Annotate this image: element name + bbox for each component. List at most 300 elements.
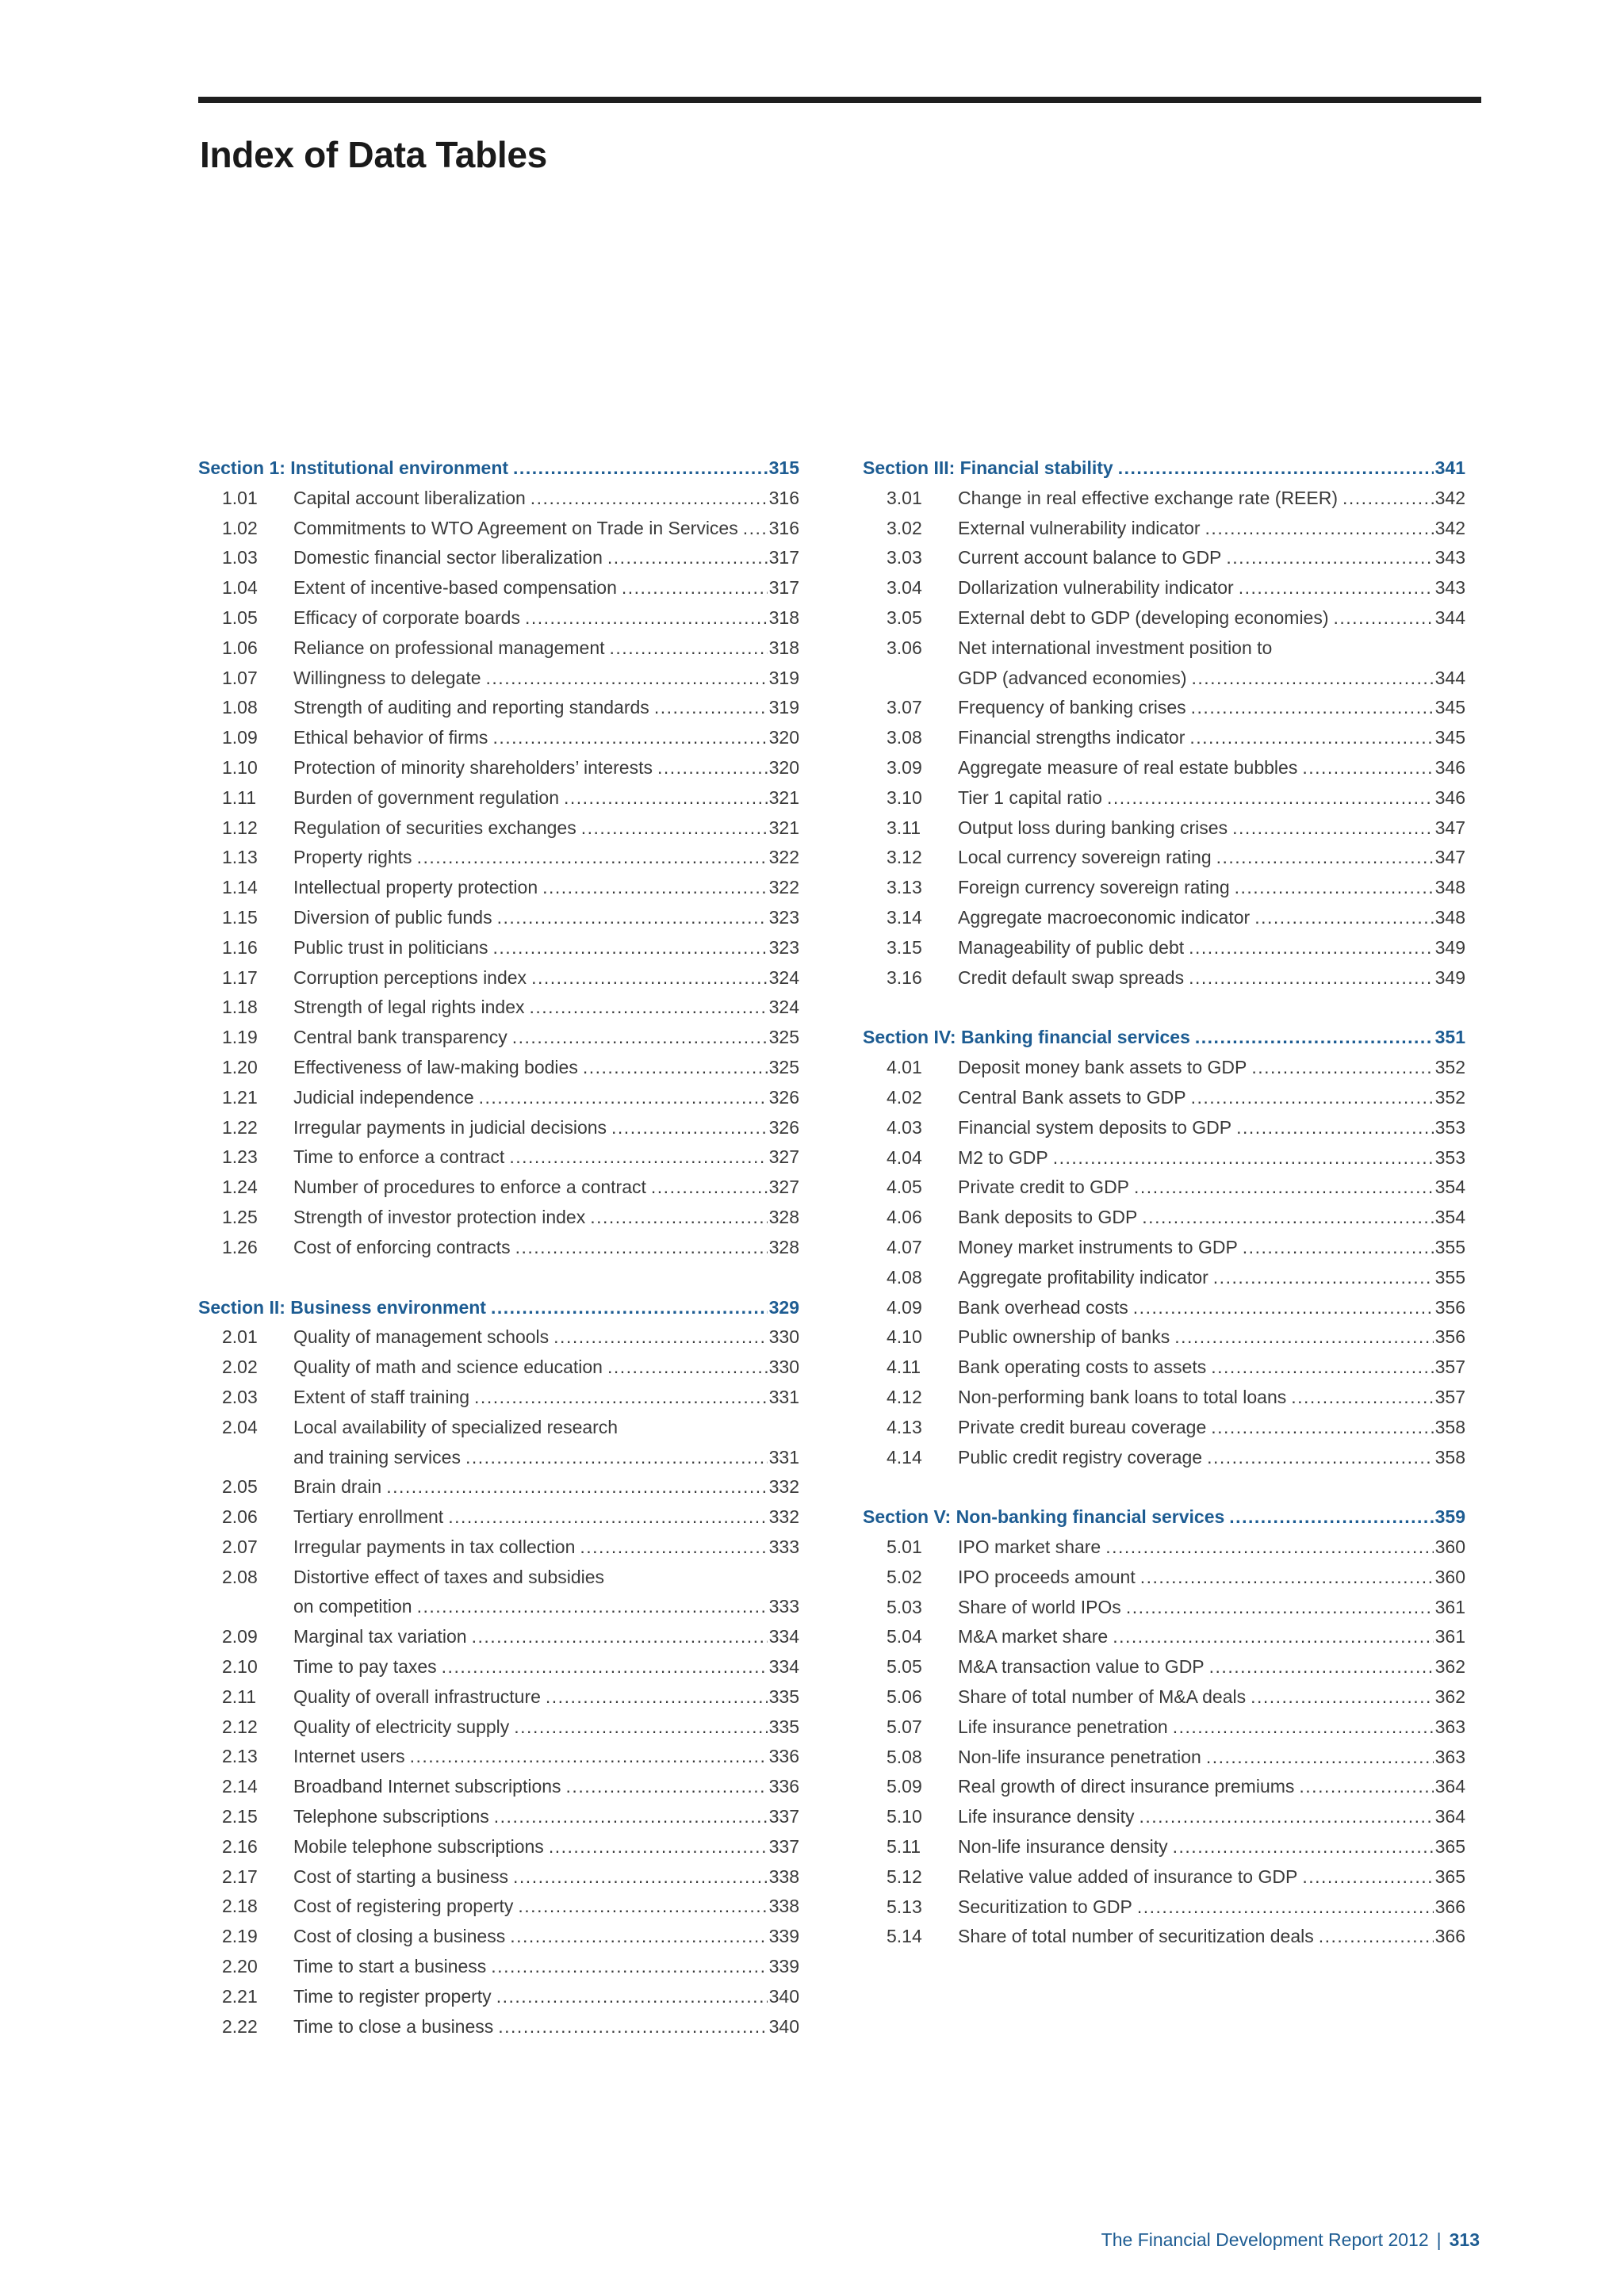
- dot-leader: [1232, 813, 1434, 844]
- table-page: 336: [768, 1746, 799, 1767]
- table-title: Public ownership of banks: [958, 1326, 1170, 1348]
- table-number: 1.18: [222, 997, 258, 1018]
- table-entry: [863, 1173, 1465, 1203]
- table-page: 344: [1434, 667, 1465, 688]
- table-entry: [863, 843, 1465, 873]
- dot-leader: [1105, 1533, 1433, 1563]
- table-page: 352: [1434, 1086, 1465, 1108]
- dot-leader: [1213, 1263, 1434, 1293]
- table-page: 361: [1434, 1626, 1465, 1647]
- table-entry: [863, 1892, 1465, 1923]
- table-page: 342: [1434, 517, 1465, 538]
- table-page: 365: [1434, 1836, 1465, 1858]
- dot-leader: [513, 1862, 768, 1892]
- table-number: 1.11: [222, 786, 257, 808]
- table-page: 361: [1434, 1596, 1465, 1617]
- table-title: Public trust in politicians: [293, 936, 488, 958]
- table-entry: [863, 1802, 1465, 1832]
- table-number: 2.12: [222, 1716, 258, 1737]
- table-entry: [863, 1053, 1465, 1083]
- dot-leader: [1207, 1443, 1434, 1473]
- section-heading: [198, 1293, 799, 1323]
- table-title: Property rights: [293, 847, 412, 868]
- table-entry: [198, 1053, 799, 1083]
- table-title: Cost of enforcing contracts: [293, 1236, 511, 1257]
- table-entry: [863, 1832, 1465, 1862]
- dot-leader: [479, 1083, 768, 1113]
- dot-leader: [448, 1502, 767, 1533]
- table-entry: [198, 1622, 799, 1652]
- dot-leader: [518, 1892, 767, 1922]
- table-entry: [863, 1862, 1465, 1892]
- dot-leader: [417, 1592, 768, 1622]
- table-number: 2.19: [222, 1926, 258, 1947]
- index-section: [198, 453, 799, 1263]
- table-number: 2.05: [222, 1476, 258, 1498]
- table-number: 1.24: [222, 1177, 258, 1198]
- table-entry: [198, 963, 799, 993]
- dot-leader: [651, 1173, 768, 1203]
- table-entry: [863, 1143, 1465, 1173]
- dot-leader: [611, 1113, 768, 1143]
- dot-leader: [1229, 1502, 1433, 1533]
- dot-leader: [442, 1652, 768, 1682]
- table-page: 366: [1434, 1926, 1465, 1947]
- dot-leader: [1134, 1173, 1434, 1203]
- dot-leader: [496, 1982, 768, 2012]
- table-number: 3.09: [887, 756, 922, 778]
- dot-leader: [1236, 1113, 1433, 1143]
- table-number: 3.13: [887, 877, 922, 898]
- table-entry: [198, 1023, 799, 1053]
- page-title: Index of Data Tables: [200, 134, 547, 175]
- table-entry: [198, 693, 799, 723]
- table-number: 2.03: [222, 1386, 258, 1407]
- table-number: 2.16: [222, 1835, 258, 1857]
- table-page: 348: [1434, 906, 1465, 928]
- table-title: Internet users: [293, 1746, 405, 1767]
- table-page: 364: [1434, 1806, 1465, 1827]
- table-page: 342: [1434, 487, 1465, 508]
- table-title: Commitments to WTO Agreement on Trade in Services: [293, 517, 738, 538]
- table-number: 2.13: [222, 1746, 258, 1767]
- table-title: Time to enforce a contract: [293, 1146, 505, 1168]
- dot-leader: [530, 993, 768, 1023]
- table-title: Domestic financial sector liberalization: [293, 547, 603, 568]
- table-number: 2.01: [222, 1326, 258, 1348]
- dot-leader: [566, 1772, 768, 1802]
- table-title: Judicial independence: [293, 1086, 474, 1108]
- dot-leader: [410, 1742, 768, 1772]
- table-number: 2.20: [222, 1956, 258, 1977]
- table-title: Change in real effective exchange rate (REER): [958, 487, 1339, 508]
- table-page: 346: [1434, 786, 1465, 808]
- dot-leader: [1299, 1772, 1433, 1802]
- table-number: 5.05: [887, 1656, 922, 1678]
- table-entry: [198, 813, 799, 844]
- table-entry: [198, 1353, 799, 1383]
- table-title: Time to start a business: [293, 1956, 487, 1977]
- dot-leader: [1107, 783, 1434, 813]
- table-number: 2.15: [222, 1806, 258, 1827]
- table-title: Non-life insurance penetration: [958, 1746, 1201, 1767]
- section-heading-title: Section V: Non-banking financial services: [863, 1506, 1225, 1528]
- dot-leader: [474, 1383, 768, 1413]
- table-page: 356: [1434, 1296, 1465, 1318]
- table-title: Aggregate profitability indicator: [958, 1266, 1208, 1288]
- table-entry: [198, 1233, 799, 1263]
- table-number: 5.12: [887, 1866, 922, 1887]
- table-title: Private credit bureau coverage: [958, 1416, 1207, 1437]
- dot-leader: [1209, 1652, 1434, 1682]
- table-page: 353: [1434, 1146, 1465, 1168]
- table-entry: [198, 993, 799, 1023]
- table-number: 3.07: [887, 697, 922, 718]
- table-title: Quality of math and science education: [293, 1357, 603, 1378]
- table-page: 335: [768, 1716, 799, 1737]
- table-number: 5.13: [887, 1896, 922, 1917]
- table-title: Non-life insurance density: [958, 1836, 1168, 1858]
- table-title: Public credit registry coverage: [958, 1446, 1203, 1468]
- table-page: 355: [1434, 1266, 1465, 1288]
- table-title: Brain drain: [293, 1476, 382, 1498]
- table-number: 4.06: [887, 1207, 922, 1228]
- dot-leader: [622, 573, 768, 603]
- table-entry: [863, 813, 1465, 844]
- dot-leader: [1173, 1832, 1434, 1862]
- table-title: Protection of minority shareholders’ interests: [293, 756, 653, 778]
- table-entry: [863, 903, 1465, 933]
- dot-leader: [1216, 843, 1434, 873]
- table-entry: [198, 633, 799, 664]
- table-title: Efficacy of corporate boards: [293, 607, 520, 628]
- section-heading: [198, 453, 799, 484]
- table-number: 4.04: [887, 1146, 922, 1168]
- dot-leader: [472, 1622, 768, 1652]
- table-title: Non-performing bank loans to total loans: [958, 1386, 1287, 1407]
- table-number: 1.05: [222, 607, 258, 628]
- table-number: 2.08: [222, 1566, 258, 1587]
- table-title: Aggregate measure of real estate bubbles: [958, 756, 1298, 778]
- table-title: Broadband Internet subscriptions: [293, 1776, 561, 1797]
- table-entry: [198, 1322, 799, 1353]
- table-number: 5.08: [887, 1746, 922, 1767]
- table-entry: [198, 1443, 799, 1473]
- table-page: 346: [1434, 756, 1465, 778]
- dot-leader: [1291, 1383, 1433, 1413]
- table-number: 5.04: [887, 1626, 922, 1647]
- table-page: 336: [768, 1776, 799, 1797]
- table-entry: [198, 573, 799, 603]
- table-page: 322: [768, 847, 799, 868]
- table-title: Quality of management schools: [293, 1326, 550, 1348]
- table-page: 334: [768, 1656, 799, 1678]
- table-entry: [863, 484, 1465, 514]
- dot-leader: [465, 1443, 768, 1473]
- table-number: 1.10: [222, 756, 258, 778]
- dot-leader: [1126, 1593, 1434, 1623]
- dot-leader: [1334, 603, 1434, 633]
- table-entry: [863, 723, 1465, 753]
- table-title: Strength of auditing and reporting standards: [293, 697, 649, 718]
- table-page: 339: [768, 1956, 799, 1977]
- table-entry: [863, 633, 1465, 664]
- table-number: 3.12: [887, 847, 922, 868]
- table-entry: [198, 1173, 799, 1203]
- table-number: 3.16: [887, 966, 922, 988]
- table-entry: [863, 1622, 1465, 1652]
- table-number: 1.21: [222, 1086, 258, 1108]
- table-number: 1.15: [222, 906, 258, 928]
- dot-leader: [590, 1203, 767, 1233]
- table-number: 3.01: [887, 487, 922, 508]
- dot-leader: [564, 783, 768, 813]
- table-page: 344: [1434, 607, 1465, 628]
- table-title: Cost of registering property: [293, 1896, 514, 1917]
- table-page: 349: [1434, 936, 1465, 958]
- table-title: Mobile telephone subscriptions: [293, 1835, 544, 1857]
- table-entry: [198, 1742, 799, 1772]
- table-page: 324: [768, 997, 799, 1018]
- table-number: 2.06: [222, 1506, 258, 1528]
- table-title: Output loss during banking crises: [958, 817, 1228, 838]
- dot-leader: [1118, 453, 1434, 484]
- dot-leader: [1302, 1862, 1433, 1892]
- table-title: Bank deposits to GDP: [958, 1207, 1138, 1228]
- table-number: 1.19: [222, 1027, 258, 1048]
- table-title: Central bank transparency: [293, 1027, 508, 1048]
- table-title: Current account balance to GDP: [958, 547, 1222, 568]
- dot-leader: [1226, 543, 1433, 573]
- table-page: 355: [1434, 1236, 1465, 1257]
- dot-leader: [743, 514, 768, 544]
- dot-leader: [1189, 963, 1434, 993]
- section-heading-title: Section III: Financial stability: [863, 457, 1113, 478]
- table-entry: [863, 664, 1465, 694]
- table-entry: [863, 1652, 1465, 1682]
- table-number: 2.02: [222, 1357, 258, 1378]
- table-entry: [863, 963, 1465, 993]
- table-entry: [198, 783, 799, 813]
- table-title: Cost of starting a business: [293, 1866, 509, 1887]
- table-number: 5.09: [887, 1776, 922, 1797]
- table-number: 3.04: [887, 577, 922, 599]
- table-title: Time to pay taxes: [293, 1656, 437, 1678]
- table-title: External vulnerability indicator: [958, 517, 1201, 538]
- table-title: Reliance on professional management: [293, 637, 605, 658]
- table-number: 4.02: [887, 1086, 922, 1108]
- table-page: 337: [768, 1835, 799, 1857]
- table-page: 363: [1434, 1716, 1465, 1737]
- table-entry: [198, 1862, 799, 1892]
- table-number: 5.11: [887, 1836, 921, 1858]
- table-page: 331: [768, 1446, 799, 1468]
- section-heading-page: 315: [768, 457, 799, 478]
- dot-leader: [512, 1023, 768, 1053]
- table-page: 326: [768, 1116, 799, 1138]
- table-entry: [863, 1083, 1465, 1113]
- dot-leader: [386, 1472, 767, 1502]
- table-page: 360: [1434, 1566, 1465, 1587]
- table-entry: [198, 1952, 799, 1982]
- table-title: Securitization to GDP: [958, 1896, 1132, 1917]
- table-page: 339: [768, 1926, 799, 1947]
- table-entry: [863, 1712, 1465, 1743]
- table-entry: [198, 1533, 799, 1563]
- dot-leader: [1174, 1322, 1433, 1353]
- table-page: 321: [768, 786, 799, 808]
- table-page: 348: [1434, 877, 1465, 898]
- table-number: 3.14: [887, 906, 922, 928]
- table-page: 321: [768, 817, 799, 838]
- dot-leader: [657, 753, 768, 783]
- table-entry: [863, 933, 1465, 963]
- table-page: 354: [1434, 1177, 1465, 1198]
- top-rule: [198, 97, 1481, 103]
- table-entry: [863, 1743, 1465, 1773]
- section-heading-title: Section II: Business environment: [198, 1296, 486, 1318]
- table-title: Share of total number of securitization deals: [958, 1926, 1314, 1947]
- table-entry: [863, 873, 1465, 903]
- table-page: 358: [1434, 1446, 1465, 1468]
- table-title: Manageability of public debt: [958, 936, 1185, 958]
- dot-leader: [1302, 753, 1433, 783]
- table-page: 332: [768, 1476, 799, 1498]
- table-number: 2.11: [222, 1686, 257, 1707]
- dot-leader: [581, 813, 768, 844]
- dot-leader: [1189, 723, 1433, 753]
- table-page: 362: [1434, 1686, 1465, 1708]
- table-entry: [198, 484, 799, 514]
- table-entry: [198, 1772, 799, 1802]
- table-number: 5.01: [887, 1536, 922, 1558]
- table-number: 1.23: [222, 1146, 258, 1168]
- table-page: 358: [1434, 1416, 1465, 1437]
- table-title: Quality of overall infrastructure: [293, 1686, 541, 1707]
- table-page: 337: [768, 1806, 799, 1827]
- section-heading-page: 329: [768, 1296, 799, 1318]
- table-page: 356: [1434, 1326, 1465, 1348]
- table-page: 335: [768, 1686, 799, 1707]
- dot-leader: [417, 843, 768, 873]
- table-entry: [863, 1322, 1465, 1353]
- table-title: Marginal tax variation: [293, 1626, 467, 1647]
- table-entry: [198, 543, 799, 573]
- dot-leader: [491, 1293, 768, 1323]
- table-number: 2.17: [222, 1866, 258, 1887]
- table-entry: [198, 1682, 799, 1712]
- table-entry: [198, 664, 799, 694]
- table-number: 3.10: [887, 786, 922, 808]
- table-number: 4.12: [887, 1386, 922, 1407]
- table-number: 1.20: [222, 1056, 258, 1077]
- dot-leader: [492, 933, 767, 963]
- table-title: Life insurance density: [958, 1806, 1135, 1827]
- dot-leader: [1342, 484, 1434, 514]
- dot-leader: [549, 1832, 768, 1862]
- table-number: 5.10: [887, 1806, 922, 1827]
- table-title: Ethical behavior of firms: [293, 727, 488, 748]
- table-entry: [198, 1982, 799, 2012]
- table-title: Local availability of specialized research: [293, 1416, 619, 1437]
- table-title: Corruption perceptions index: [293, 966, 527, 988]
- table-number: 5.07: [887, 1716, 922, 1737]
- table-title: on competition: [293, 1596, 412, 1617]
- table-number: 1.07: [222, 667, 258, 688]
- dot-leader: [1139, 1802, 1433, 1832]
- table-title: Real growth of direct insurance premiums: [958, 1776, 1295, 1797]
- table-page: 327: [768, 1177, 799, 1198]
- section-heading-page: 341: [1434, 457, 1465, 478]
- table-entry: [198, 1652, 799, 1682]
- table-page: 316: [768, 487, 799, 508]
- dot-leader: [1211, 1353, 1433, 1383]
- table-number: 4.07: [887, 1236, 922, 1257]
- table-title: Foreign currency sovereign rating: [958, 877, 1230, 898]
- table-page: 347: [1434, 847, 1465, 868]
- table-title: Irregular payments in judicial decisions: [293, 1116, 607, 1138]
- dot-leader: [1211, 1413, 1433, 1443]
- table-number: 2.07: [222, 1536, 258, 1557]
- table-number: 1.16: [222, 936, 258, 958]
- table-number: 4.11: [887, 1357, 921, 1378]
- dot-leader: [491, 1952, 767, 1982]
- table-number: 5.06: [887, 1686, 922, 1708]
- table-title: Central Bank assets to GDP: [958, 1086, 1186, 1108]
- dot-leader: [580, 1533, 767, 1563]
- table-page: 345: [1434, 727, 1465, 748]
- dot-leader: [494, 1802, 768, 1832]
- dot-leader: [1191, 1083, 1434, 1113]
- dot-leader: [1140, 1563, 1434, 1593]
- table-title: Local currency sovereign rating: [958, 847, 1212, 868]
- table-page: 319: [768, 667, 799, 688]
- table-entry: [198, 1502, 799, 1533]
- table-title: Tertiary enrollment: [293, 1506, 444, 1528]
- table-number: 2.14: [222, 1776, 258, 1797]
- table-page: 338: [768, 1896, 799, 1917]
- table-entry: [863, 1113, 1465, 1143]
- table-entry: [863, 1233, 1465, 1263]
- dot-leader: [583, 1053, 768, 1083]
- dot-leader: [1206, 1743, 1434, 1773]
- table-title: Frequency of banking crises: [958, 697, 1186, 718]
- table-title: Financial strengths indicator: [958, 727, 1185, 748]
- dot-leader: [607, 543, 768, 573]
- table-number: 3.06: [887, 637, 922, 658]
- dot-leader: [1142, 1203, 1433, 1233]
- table-page: 343: [1434, 577, 1465, 599]
- index-section: [863, 1023, 1465, 1472]
- dot-leader: [1137, 1892, 1434, 1923]
- table-number: 1.13: [222, 847, 258, 868]
- table-title: Bank operating costs to assets: [958, 1357, 1207, 1378]
- dot-leader: [1251, 1053, 1433, 1083]
- table-number: 3.02: [887, 517, 922, 538]
- dot-leader: [1319, 1922, 1434, 1952]
- index-section: [863, 1502, 1465, 1952]
- table-page: 325: [768, 1056, 799, 1077]
- table-page: 318: [768, 637, 799, 658]
- dot-leader: [497, 903, 768, 933]
- table-page: 330: [768, 1357, 799, 1378]
- dot-leader: [1251, 1682, 1434, 1712]
- table-number: 5.14: [887, 1926, 922, 1947]
- dot-leader: [513, 453, 768, 484]
- table-title: Willingness to delegate: [293, 667, 481, 688]
- dot-leader: [607, 1353, 768, 1383]
- table-entry: [863, 1353, 1465, 1383]
